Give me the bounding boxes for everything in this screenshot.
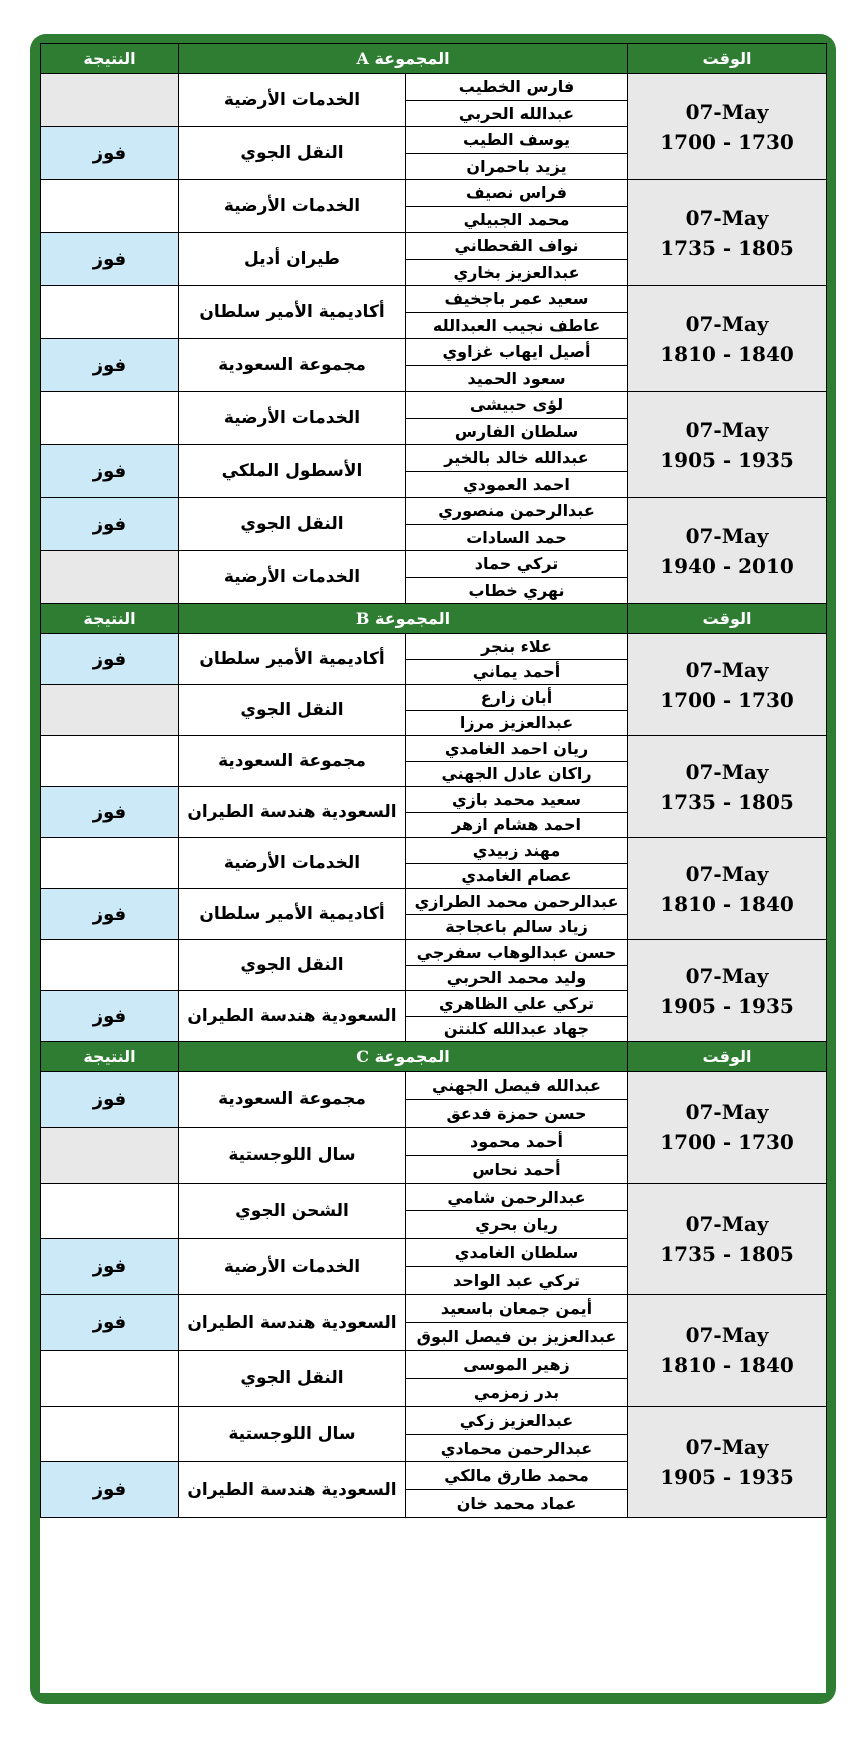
result-column-header: النتيجة <box>41 604 179 634</box>
table-row <box>41 392 827 419</box>
match-result-cell: فوز <box>41 634 179 685</box>
time-column-header: الوقت <box>628 604 827 634</box>
group-letter: B <box>355 609 370 628</box>
group-title <box>179 1042 628 1072</box>
player-name: عبدالعزيز زكي <box>406 1406 628 1434</box>
team-name: الخدمات الأرضية <box>179 180 406 233</box>
team-name: النقل الجوي <box>179 940 406 991</box>
table-row <box>41 736 827 762</box>
match-date: 07-May <box>685 657 769 682</box>
team-name: سال اللوجستية <box>179 1127 406 1183</box>
team-name: النقل الجوي <box>179 685 406 736</box>
group-header-row <box>41 604 827 634</box>
time-slot-cell <box>628 498 827 604</box>
player-name: عبدالرحمن شامي <box>406 1183 628 1211</box>
player-name: عماد محمد خان <box>406 1490 628 1518</box>
match-result-cell: فوز <box>41 233 179 286</box>
table-row <box>41 180 827 207</box>
match-date: 07-May <box>685 1211 769 1236</box>
table-row <box>41 634 827 660</box>
time-slot-cell <box>628 838 827 940</box>
match-result-cell: فوز <box>41 1072 179 1128</box>
team-name: الخدمات الأرضية <box>179 392 406 445</box>
player-name: راكان عادل الجهني <box>406 761 628 787</box>
group-title <box>179 44 628 74</box>
group-title-word: المجموعة <box>374 609 451 628</box>
team-name: السعودية هندسة الطيران <box>179 787 406 838</box>
player-name: عصام الغامدي <box>406 863 628 889</box>
match-result-cell <box>41 685 179 736</box>
match-result-cell: فوز <box>41 339 179 392</box>
team-name: السعودية هندسة الطيران <box>179 1462 406 1518</box>
team-name: الخدمات الأرضية <box>179 1239 406 1295</box>
team-name: أكاديمية الأمير سلطان <box>179 286 406 339</box>
match-time-range: 1735 - 1805 <box>660 235 794 260</box>
match-result-cell <box>41 392 179 445</box>
player-name: نهري خطاب <box>406 577 628 604</box>
match-result-cell: فوز <box>41 1239 179 1295</box>
match-result-cell: فوز <box>41 1462 179 1518</box>
match-result-cell: فوز <box>41 787 179 838</box>
time-slot-cell <box>628 736 827 838</box>
match-time-range: 1700 - 1730 <box>660 129 794 154</box>
team-name: السعودية هندسة الطيران <box>179 1295 406 1351</box>
time-slot-cell <box>628 286 827 392</box>
team-name: طيران أديل <box>179 233 406 286</box>
player-name: أحمد محمود <box>406 1127 628 1155</box>
time-slot-cell <box>628 1406 827 1518</box>
player-name: جهاد عبدالله كلنتن <box>406 1016 628 1042</box>
player-name: أصيل ايهاب غزاوي <box>406 339 628 366</box>
match-time-range: 1810 - 1840 <box>660 341 794 366</box>
player-name: مهند زبيدي <box>406 838 628 864</box>
player-name: سلطان الغامدي <box>406 1239 628 1267</box>
player-name: عبدالعزيز مرزا <box>406 710 628 736</box>
table-row <box>41 838 827 864</box>
time-column-header: الوقت <box>628 1042 827 1072</box>
result-column-header: النتيجة <box>41 1042 179 1072</box>
player-name: محمد طارق مالكي <box>406 1462 628 1490</box>
time-slot-cell <box>628 634 827 736</box>
match-time-range: 1700 - 1730 <box>660 687 794 712</box>
match-date: 07-May <box>685 861 769 886</box>
player-name: حسن حمزة فدعق <box>406 1099 628 1127</box>
player-name: أبان زارع <box>406 685 628 711</box>
team-name: الشحن الجوي <box>179 1183 406 1239</box>
group-letter: A <box>356 49 369 68</box>
player-name: فارس الخطيب <box>406 74 628 101</box>
team-name: الخدمات الأرضية <box>179 74 406 127</box>
group-header-row <box>41 44 827 74</box>
match-result-cell <box>41 940 179 991</box>
match-result-cell <box>41 551 179 604</box>
player-name: تركي حماد <box>406 551 628 578</box>
match-time-range: 1810 - 1840 <box>660 891 794 916</box>
player-name: يزيد باحمران <box>406 153 628 180</box>
player-name: عبدالعزيز بخاري <box>406 259 628 286</box>
match-result-cell <box>41 838 179 889</box>
table-row <box>41 940 827 966</box>
group-title-word: المجموعة <box>374 1047 450 1066</box>
match-date: 07-May <box>685 205 769 230</box>
match-time-range: 1905 - 1935 <box>660 447 794 472</box>
match-date: 07-May <box>685 99 769 124</box>
player-name: زياد سالم باعجاجة <box>406 914 628 940</box>
player-name: زهير الموسى <box>406 1350 628 1378</box>
team-name: أكاديمية الأمير سلطان <box>179 634 406 685</box>
team-name: الخدمات الأرضية <box>179 838 406 889</box>
match-result-cell <box>41 1350 179 1406</box>
group-title-word: المجموعة <box>374 49 450 68</box>
team-name: الأسطول الملكي <box>179 445 406 498</box>
team-name: أكاديمية الأمير سلطان <box>179 889 406 940</box>
match-time-range: 1940 - 2010 <box>660 553 794 578</box>
team-name: مجموعة السعودية <box>179 1072 406 1128</box>
table-row <box>41 1183 827 1211</box>
match-date: 07-May <box>685 523 769 548</box>
group-letter: C <box>356 1047 370 1066</box>
player-name: تركي عبد الواحد <box>406 1267 628 1295</box>
match-date: 07-May <box>685 1434 769 1459</box>
player-name: عاطف نجيب العبدالله <box>406 312 628 339</box>
team-name: النقل الجوي <box>179 498 406 551</box>
player-name: أحمد يماني <box>406 659 628 685</box>
team-name: السعودية هندسة الطيران <box>179 991 406 1042</box>
player-name: ريان احمد الغامدي <box>406 736 628 762</box>
time-slot-cell <box>628 1072 827 1184</box>
match-time-range: 1905 - 1935 <box>660 1464 794 1489</box>
match-schedule-body <box>41 44 827 1518</box>
match-result-cell: فوز <box>41 498 179 551</box>
time-slot-cell <box>628 940 827 1042</box>
player-name: فراس نصيف <box>406 180 628 207</box>
table-row <box>41 1406 827 1434</box>
table-row <box>41 1295 827 1323</box>
player-name: سعود الحميد <box>406 365 628 392</box>
time-slot-cell <box>628 1295 827 1407</box>
match-time-range: 1735 - 1805 <box>660 1241 794 1266</box>
group-header-row <box>41 1042 827 1072</box>
player-name: احمد العمودي <box>406 471 628 498</box>
player-name: سعيد عمر باجخيف <box>406 286 628 313</box>
match-date: 07-May <box>685 417 769 442</box>
match-time-range: 1905 - 1935 <box>660 993 794 1018</box>
result-column-header: النتيجة <box>41 44 179 74</box>
player-name: عبدالرحمن منصوري <box>406 498 628 525</box>
match-time-range: 1810 - 1840 <box>660 1353 794 1378</box>
match-result-cell: فوز <box>41 889 179 940</box>
match-date: 07-May <box>685 759 769 784</box>
team-name: مجموعة السعودية <box>179 736 406 787</box>
player-name: وليد محمد الحربي <box>406 965 628 991</box>
time-slot-cell <box>628 392 827 498</box>
match-date: 07-May <box>685 963 769 988</box>
player-name: أيمن جمعان باسعيد <box>406 1295 628 1323</box>
match-result-cell: فوز <box>41 445 179 498</box>
player-name: سعيد محمد بازي <box>406 787 628 813</box>
match-date: 07-May <box>685 1323 769 1348</box>
match-result-cell <box>41 1406 179 1462</box>
player-name: عبدالعزيز بن فيصل البوق <box>406 1323 628 1351</box>
team-name: النقل الجوي <box>179 127 406 180</box>
player-name: تركي علي الظاهري <box>406 991 628 1017</box>
player-name: احمد هشام ازهر <box>406 812 628 838</box>
match-date: 07-May <box>685 311 769 336</box>
match-result-cell <box>41 1183 179 1239</box>
table-row <box>41 498 827 525</box>
player-name: بدر زمزمي <box>406 1378 628 1406</box>
match-result-cell <box>41 180 179 233</box>
player-name: عبدالرحمن محمادي <box>406 1434 628 1462</box>
player-name: محمد الجبيلي <box>406 206 628 233</box>
table-row <box>41 286 827 313</box>
player-name: ريان بحري <box>406 1211 628 1239</box>
match-result-cell: فوز <box>41 991 179 1042</box>
player-name: أحمد نحاس <box>406 1155 628 1183</box>
player-name: عبدالله الحربي <box>406 100 628 127</box>
time-slot-cell <box>628 74 827 180</box>
match-result-cell <box>41 1127 179 1183</box>
player-name: عبدالرحمن محمد الطرازي <box>406 889 628 915</box>
match-time-range: 1700 - 1730 <box>660 1130 794 1155</box>
schedule-sheet <box>40 43 826 1693</box>
match-time-range: 1735 - 1805 <box>660 789 794 814</box>
team-name: النقل الجوي <box>179 1350 406 1406</box>
team-name: مجموعة السعودية <box>179 339 406 392</box>
player-name: عبدالله خالد بالخير <box>406 445 628 472</box>
match-schedule-table <box>40 43 827 1518</box>
table-row <box>41 74 827 101</box>
player-name: حمد السادات <box>406 524 628 551</box>
match-result-cell: فوز <box>41 127 179 180</box>
time-slot-cell <box>628 180 827 286</box>
team-name: الخدمات الأرضية <box>179 551 406 604</box>
match-result-cell <box>41 736 179 787</box>
match-result-cell: فوز <box>41 1295 179 1351</box>
team-name: سال اللوجستية <box>179 1406 406 1462</box>
player-name: سلطان الفارس <box>406 418 628 445</box>
player-name: يوسف الطيب <box>406 127 628 154</box>
table-row <box>41 1072 827 1100</box>
player-name: عبدالله فيصل الجهني <box>406 1072 628 1100</box>
player-name: نواف القحطاني <box>406 233 628 260</box>
match-result-cell <box>41 74 179 127</box>
group-title <box>179 604 628 634</box>
match-result-cell <box>41 286 179 339</box>
player-name: حسن عبدالوهاب سفرجي <box>406 940 628 966</box>
time-slot-cell <box>628 1183 827 1295</box>
player-name: لؤى حبيشى <box>406 392 628 419</box>
player-name: علاء بنجر <box>406 634 628 660</box>
match-date: 07-May <box>685 1100 769 1125</box>
time-column-header: الوقت <box>628 44 827 74</box>
